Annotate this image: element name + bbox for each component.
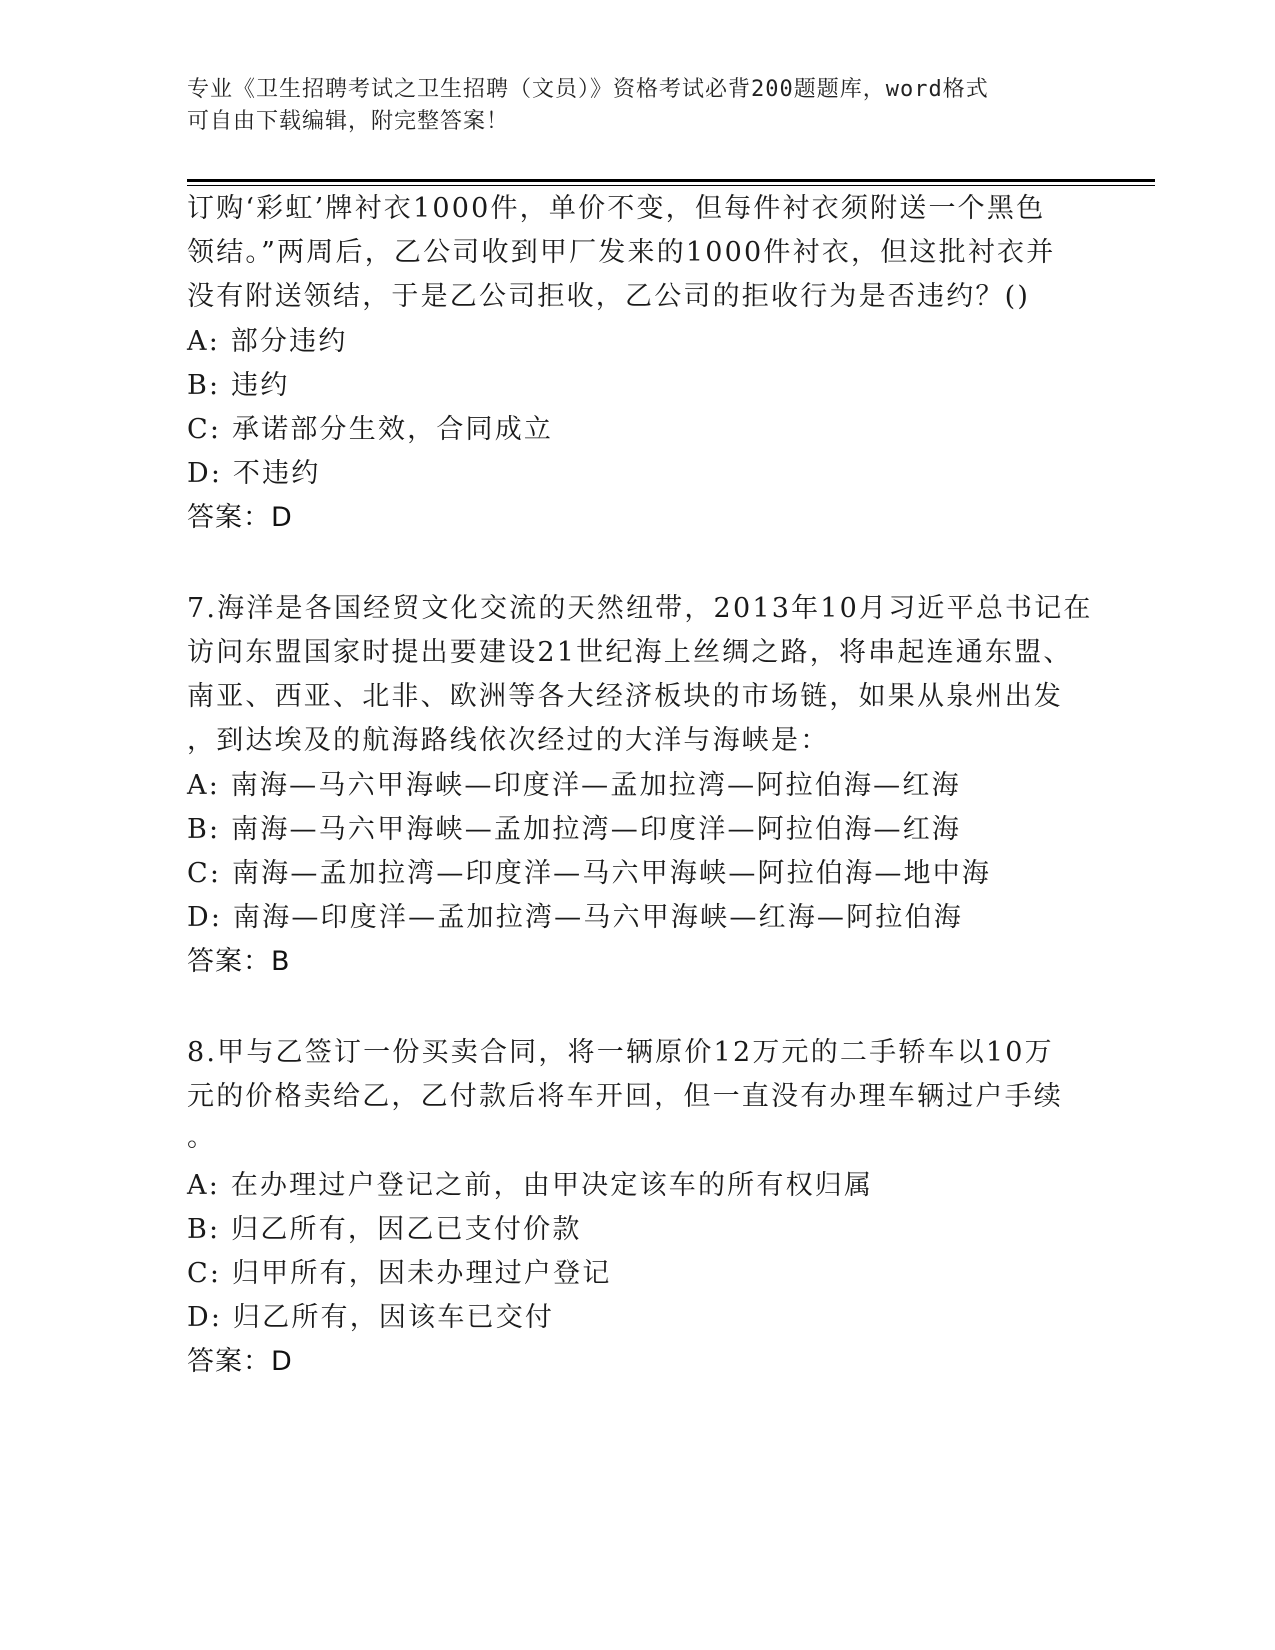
question-7-text-line: 7.海洋是各国经贸文化交流的天然纽带，2013年10月习近平总书记在 <box>187 593 1093 624</box>
header-title-line-1: 专业《卫生招聘考试之卫生招聘（文员）》资格考试必背200题题库，word格式 <box>187 77 989 102</box>
question-7-text-line: 南亚、西亚、北非、欧洲等各大经济板块的市场链，如果从泉州出发 <box>187 681 1063 712</box>
question-7-text-line: 访问东盟国家时提出要建设21世纪海上丝绸之路，将串起连通东盟、 <box>187 637 1073 668</box>
question-6-option-a: A: 部分违约 <box>187 326 348 357</box>
question-7-option-c: C: 南海—孟加拉湾—印度洋—马六甲海峡—阿拉伯海—地中海 <box>187 858 992 889</box>
question-6-text-line: 没有附送领结，于是乙公司拒收，乙公司的拒收行为是否违约？() <box>187 281 1031 312</box>
question-6-answer: 答案：D <box>187 502 293 533</box>
question-8-option-d: D: 归乙所有，因该车已交付 <box>187 1302 555 1333</box>
question-8-option-b: B: 归乙所有，因乙已支付价款 <box>187 1214 582 1245</box>
question-8-answer: 答案：D <box>187 1346 293 1377</box>
header-divider-thick <box>187 179 1155 182</box>
question-8-option-c: C: 归甲所有，因未办理过户登记 <box>187 1258 612 1289</box>
question-8-text-line: 8.甲与乙签订一份买卖合同，将一辆原价12万元的二手轿车以10万 <box>187 1037 1054 1068</box>
question-7-option-a: A: 南海—马六甲海峡—印度洋—孟加拉湾—阿拉伯海—红海 <box>187 770 961 801</box>
question-6-text-line: 订购‘彩虹’牌衬衣1000件，单价不变，但每件衬衣须附送一个黑色 <box>187 193 1046 224</box>
question-6-text-line: 领结。”两周后，乙公司收到甲厂发来的1000件衬衣，但这批衬衣并 <box>187 237 1056 268</box>
question-8-text-line: 。 <box>187 1122 217 1153</box>
question-7-answer: 答案：B <box>187 946 291 977</box>
question-7-option-d: D: 南海—印度洋—孟加拉湾—马六甲海峡—红海—阿拉伯海 <box>187 902 963 933</box>
question-7-text-line: ，到达埃及的航海路线依次经过的大洋与海峡是： <box>187 725 830 756</box>
header-divider-thin <box>187 185 1155 186</box>
question-8-text-line: 元的价格卖给乙，乙付款后将车开回，但一直没有办理车辆过户手续 <box>187 1081 1063 1112</box>
document-header <box>187 74 1087 138</box>
question-6-option-c: C: 承诺部分生效，合同成立 <box>187 414 554 445</box>
header-title-line-2: 可自由下载编辑，附完整答案！ <box>187 109 510 134</box>
question-8-option-a: A: 在办理过户登记之前，由甲决定该车的所有权归属 <box>187 1170 874 1201</box>
question-7-option-b: B: 南海—马六甲海峡—孟加拉湾—印度洋—阿拉伯海—红海 <box>187 814 962 845</box>
question-6-option-d: D: 不违约 <box>187 458 321 489</box>
question-6-option-b: B: 违约 <box>187 370 290 401</box>
